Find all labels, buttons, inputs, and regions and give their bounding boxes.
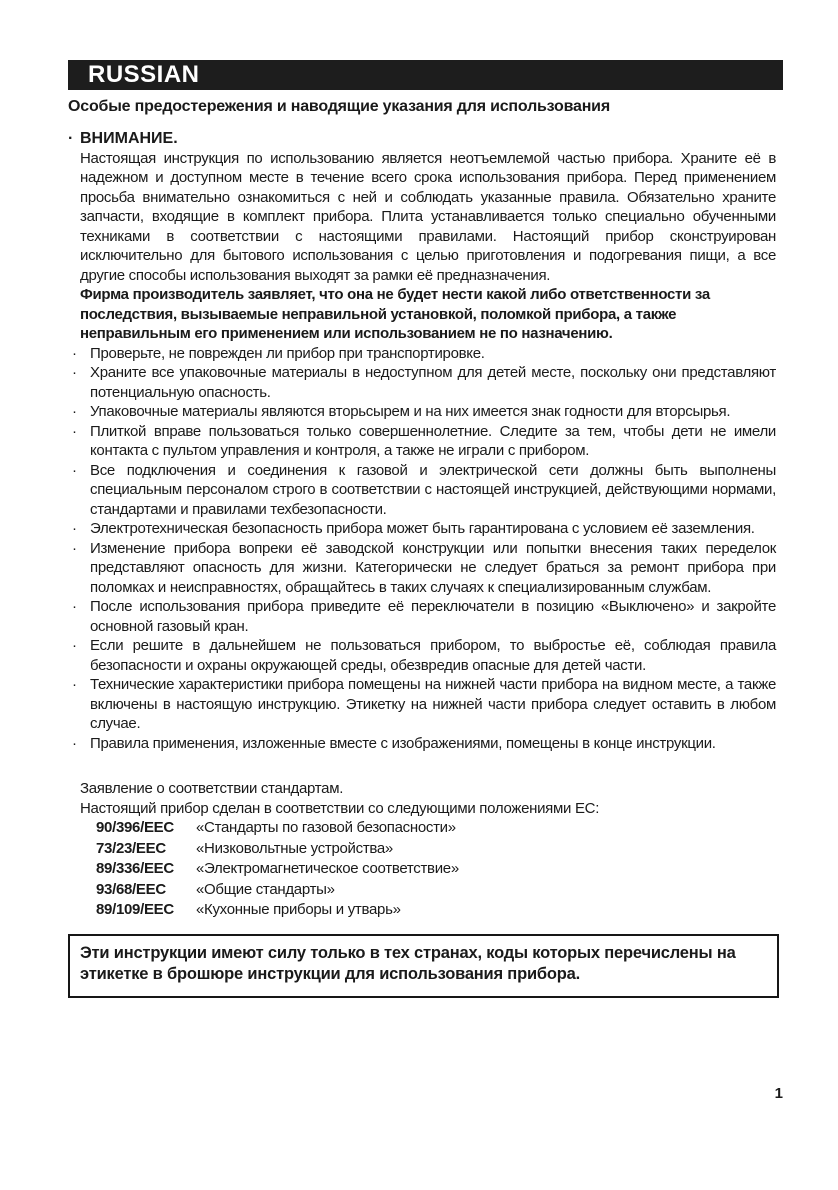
page-content [68,98,776,998]
list-item-text: Плиткой вправе пользоваться только совершеннолетние. Следите за тем, чтобы дети не имели контакта с пультом управления и контроля, а также не играли с прибором. [90,422,776,459]
bullet-marker: · [72,637,77,654]
manufacturer-statement: Фирма производитель заявляет, что она не будет нести какой либо ответственности за последствия, вызываемые неправильной установкой, поломкой прибора, а также неправильным его применением или использованием не по назначению. [80,286,710,342]
warning-list [68,344,776,754]
standard-name: «Электромагнетическое соответствие» [196,860,459,877]
conformity-heading: Заявление о соответствии стандартам. [80,780,344,797]
bullet-marker: · [72,461,77,479]
language-title: RUSSIAN [88,61,200,88]
bullet-marker: · [72,676,77,693]
page-number: 1 [774,1085,783,1102]
standard-code: 90/396/EEC [96,819,174,836]
standard-code: 89/109/EEC [96,901,174,918]
conformity-intro: Настоящий прибор сделан в соответствии со следующими положениями ЕС: [80,799,600,817]
bullet-marker: · [72,422,77,440]
bullet-marker: · [72,598,77,615]
list-item-text: Электротехническая безопасность прибора может быть гарантирована с условием её заземления. [90,520,755,537]
standard-row [96,839,776,860]
standard-code: 93/68/EEC [96,880,166,898]
list-item [68,461,776,520]
list-item-text: Все подключения и соединения к газовой и электрической сети должны быть выполнены специальным персоналом строго в соответствии с настоящей инструкцией, действующими нормами, стандартами и правилами техбезопасности. [90,461,776,518]
language-header-bar [68,60,783,90]
bullet-marker: · [72,520,77,537]
list-item [68,422,776,461]
list-item-text: Если решите в дальнейшем не пользоваться прибором, то выбростье её, соблюдая правила безопасности и охраны окружающей среды, обезвредив опасные для детей части. [90,637,776,674]
list-item-text: Проверьте, не поврежден ли прибор при транспортировке. [90,344,485,362]
bullet-marker: · [72,403,77,420]
list-item [68,675,776,734]
list-item-text: Изменение прибора вопреки её заводской конструкции или попытки внесения таких переделок представляют опасность для жизни. Категорически не следует браться за ремонт прибора при поломках и неисправностях, обращайтесь в таких случаях к специализированным службам. [90,539,776,596]
list-item [68,636,776,675]
list-item-text: Правила применения, изложенные вместе с изображениями, помещены в конце инструкции. [90,734,716,752]
standard-row [96,880,776,901]
list-item [68,539,776,598]
standard-name: «Стандарты по газовой безопасности» [196,819,456,836]
list-item [68,363,776,402]
bullet-marker: · [68,130,74,147]
standard-name: «Общие стандарты» [196,880,335,898]
standard-name: «Кухонные приборы и утварь» [196,901,401,918]
list-item-text: Упаковочные материалы являются вторьсырем и на них имеется знак годности для вторсырья. [90,403,731,420]
list-item [68,344,776,364]
intro-paragraph: Настоящая инструкция по использованию является неотъемлемой частью прибора. Храните её в надежном и доступном месте в течение всего срока использования прибора. Перед применением просьба внимательно ознакомиться с ней и соблюдать указанные правила. Обязательно храните запчасти, входящие в комплект прибора. Плита устанавливается только специально обученными техниками в соответствии с настоящими правилами. Настоящий прибор сконструирован исключительно для бытового использования с целью приготовления и подогревания пищи, а все другие способы использования выходят за рамки её предназначения. [80,149,776,284]
notice-box [68,934,779,998]
standard-code: 73/23/EEC [96,839,166,857]
list-item [68,402,776,422]
bullet-marker: · [72,539,77,557]
warning-heading-row [68,129,776,149]
conformity-section [68,779,776,921]
standard-row [96,859,776,880]
page-title: Особые предостережения и наводящие указания для использования [68,98,610,115]
list-item [68,734,776,754]
bullet-marker: · [72,344,77,362]
list-item-text: После использования прибора приведите её переключатели в позицию «Выключено» и закройте основной газовый кран. [90,598,776,635]
warning-heading: ВНИМАНИЕ. [80,130,178,147]
standard-name: «Низковольтные устройства» [196,839,393,857]
standard-row [96,818,776,839]
bullet-marker: · [72,734,77,752]
list-item-text: Технические характеристики прибора помещены на нижней части прибора на видном месте, а также включены в настоящую инструкцию. Этикетку на нижней части прибора следует оставить в любом случае. [90,676,776,732]
list-item [68,519,776,539]
bullet-marker: · [72,364,77,381]
standard-code: 89/336/EEC [96,860,174,877]
list-item [68,597,776,636]
standard-row [96,900,776,921]
notice-text: Эти инструкции имеют силу только в тех странах, коды которых перечислены на этикетке в брошюре инструкции для использования прибора. [80,943,736,983]
list-item-text: Храните все упаковочные материалы в недоступном для детей месте, поскольку они представляют потенциальную опасность. [90,364,776,401]
